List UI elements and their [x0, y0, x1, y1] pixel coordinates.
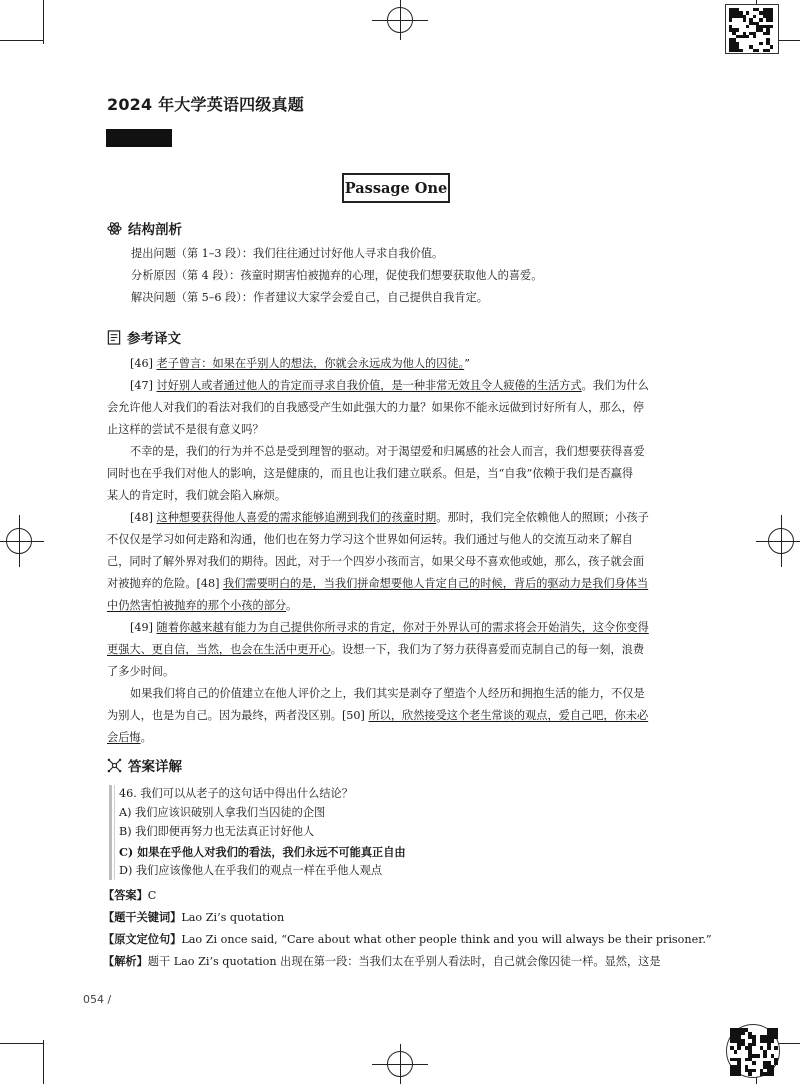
document-icon [107, 330, 121, 345]
answers-heading-label: 答案详解 [128, 759, 182, 775]
detail-value: 题干 Lao Zi’s quotation 出现在第一段：当我们太在乎别人看法时，自己就会像囚徒一样。显然，这是 [147, 955, 661, 968]
translation-text: 对被抛弃的危险。[48] [107, 577, 224, 590]
translation-text: [46] [130, 357, 157, 370]
registration-mark [372, 20, 428, 21]
translation-text: 如果我们将自己的价值建立在他人评价之上，我们其实是剥夺了塑造个人经历和拥抱生活的能力，不仅是 [130, 687, 645, 700]
translation-line [130, 357, 470, 371]
translation-text: 。设想一下，我们为了努力获得喜爱而克制自己的每一刻，浪费 [330, 643, 645, 656]
translation-line [107, 555, 644, 569]
translation-text: 不仅仅是学习如何走路和沟通，他们也在努力学习这个世界如何运转。我们通过与他人的交流互动来了解自 [107, 533, 633, 546]
detail-label: 【解析】 [103, 954, 148, 968]
translation-line [107, 467, 633, 481]
detail-value: Lao Zi once said, “Care about what other people think and you will always be their prisoner.” [181, 933, 712, 946]
translation-text: 。 [140, 731, 152, 744]
translation-text: [48] [130, 511, 157, 524]
translation-line [107, 577, 648, 591]
translation-line [107, 423, 264, 437]
translation-underlined: 更强大、更自信，当然，也会在生活中更开心 [107, 643, 331, 656]
answer-detail [103, 932, 712, 947]
passage-label: Passage One [342, 173, 450, 203]
translation-line [107, 731, 152, 745]
registration-mark [0, 541, 44, 542]
translation-line [107, 401, 644, 415]
network-icon [107, 758, 122, 773]
translation-underlined: 随着你越来越有能力为自己提供你所寻求的肯定，你对于外界认可的需求将会开始消失，这令你变得 [156, 621, 649, 634]
translation-line [107, 599, 297, 613]
crop-mark [0, 40, 44, 41]
option-d: D) 我们应该像他人在乎我们的观点一样在乎他人观点 [119, 864, 383, 877]
translation-text: 止这样的尝试不是很有意义吗？ [107, 423, 264, 436]
structure-heading-label: 结构剖析 [128, 222, 182, 238]
detail-label: 【题干关键词】 [103, 910, 182, 924]
translation-line [130, 621, 649, 635]
translation-line [130, 379, 649, 393]
question-accent-bar [109, 785, 112, 880]
registration-mark [781, 515, 782, 567]
option-a: A) 我们应该识破别人拿我们当囚徒的企图 [119, 806, 326, 819]
translation-heading-label: 参考译文 [127, 331, 181, 347]
answer-detail [103, 910, 284, 925]
detail-label: 【答案】 [103, 888, 148, 902]
translation-text: 。那时，我们完全依赖他人的照顾；小孩子 [436, 511, 649, 524]
translation-line [107, 709, 648, 723]
answer-detail [103, 954, 661, 969]
translation-line [130, 445, 645, 459]
translation-underlined: 讨好别人或者通过他人的肯定而寻求自我价值，是一种非常无效且令人疲倦的生活方式 [156, 379, 582, 392]
registration-mark [756, 541, 800, 542]
atom-icon [107, 221, 122, 236]
redaction-bar [106, 129, 172, 147]
question-accent-bar [114, 785, 115, 880]
translation-text: 不幸的是，我们的行为并不总是受到理智的驱动。对于渴望爱和归属感的社会人而言，我们想要获得喜爱 [130, 445, 645, 458]
qr-code [726, 1024, 780, 1078]
translation-text: 了多少时间。 [107, 665, 175, 678]
translation-underlined: 老子曾言：如果在乎别人的想法，你就会永远成为他人的囚徒。 [156, 357, 465, 370]
option-b: B) 我们即便再努力也无法真正讨好他人 [119, 825, 315, 838]
crop-mark [43, 1040, 44, 1084]
translation-text: 会允许他人对我们的看法对我们的自我感受产生如此强大的力量？如果你不能永远做到讨好所有人，那么，停 [107, 401, 645, 414]
qr-code [725, 4, 779, 54]
translation-text: 某人的肯定时，我们就会陷入麻烦。 [107, 489, 287, 502]
translation-line [130, 687, 645, 701]
translation-text: [47] [130, 379, 157, 392]
option-c: C) 如果在乎他人对我们的看法，我们永远不可能真正自由 [119, 845, 406, 859]
translation-text: 为别人，也是为自己。因为最终，两者没区别。[50] [107, 709, 369, 722]
translation-line [107, 489, 286, 503]
answers-heading [107, 755, 182, 775]
page-number: 054 / [83, 993, 112, 1006]
structure-item: 提出问题（第 1–3 段）：我们往往通过讨好他人寻求自我价值。 [131, 247, 444, 260]
structure-heading [107, 218, 182, 238]
translation-underlined: 这种想要获得他人喜爱的需求能够追溯到我们的孩童时期 [156, 511, 437, 524]
question-text: 46. 我们可以从老子的这句话中得出什么结论？ [119, 787, 353, 800]
translation-line [107, 643, 644, 657]
translation-underlined: 所以，欣然接受这个老生常谈的观点，爱自己吧，你未必 [368, 709, 649, 722]
page-title: 2024 年大学英语四级真题 [107, 95, 304, 114]
detail-value: C [147, 889, 157, 902]
translation-text: 己，同时了解外界对我们的期待。因此，对于一个四岁小孩而言，如果父母不喜欢他或她，那么，孩子就会面 [107, 555, 645, 568]
translation-text: 。 [286, 599, 298, 612]
translation-underlined: 我们需要明白的是，当我们拼命想要他人肯定自己的时候，背后的驱动力是我们身体当 [223, 577, 649, 590]
answer-detail [103, 888, 156, 903]
translation-line [107, 665, 174, 679]
structure-item: 分析原因（第 4 段）：孩童时期害怕被抛弃的心理，促使我们想要获取他人的喜爱。 [131, 269, 543, 282]
translation-text: 。我们为什么 [581, 379, 649, 392]
detail-value: Lao Zi’s quotation [181, 911, 285, 924]
translation-line [130, 511, 649, 525]
translation-text: 同时也在乎我们对他人的影响，这是健康的，而且也让我们建立联系。但是，当“自我”依赖于我们是否赢得 [107, 467, 634, 480]
structure-item: 解决问题（第 5–6 段）：作者建议大家学会爱自己，自己提供自我肯定。 [131, 291, 488, 304]
crop-mark [43, 0, 44, 44]
registration-mark [372, 1064, 428, 1065]
translation-text: ” [464, 357, 470, 370]
crop-mark [0, 1043, 44, 1044]
translation-heading [107, 327, 181, 347]
translation-line [107, 533, 633, 547]
detail-label: 【原文定位句】 [103, 932, 182, 946]
translation-underlined: 中仍然害怕被抛弃的那个小孩的部分 [107, 599, 287, 612]
registration-mark [19, 515, 20, 567]
translation-underlined: 会后悔 [107, 731, 141, 744]
translation-text: [49] [130, 621, 157, 634]
